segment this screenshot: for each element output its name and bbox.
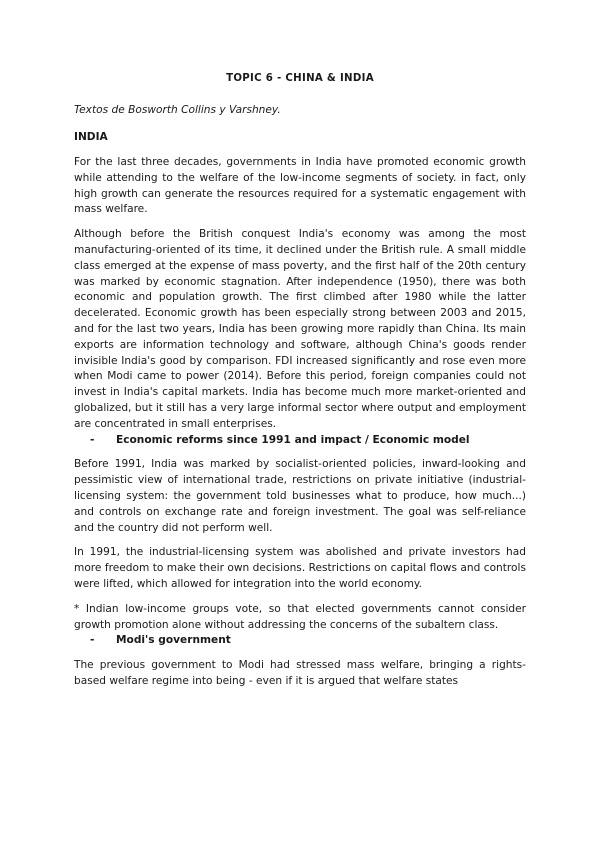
paragraph-previous-government: The previous government to Modi had stressed mass welfare, bringing a rights-based welfare regime into being - even if it is argued that welfare states — [74, 659, 526, 687]
paragraph-1991-reforms: In 1991, the industrial-licensing system was abolished and private investors had more freedom to make their own decisions. Restrictions on capital flows and controls were lifted, which allowed for integration into the world economy. — [74, 546, 526, 590]
bullet-modi-government — [74, 633, 526, 649]
document-subtitle: Textos de Bosworth Collins y Varshney. — [74, 104, 281, 116]
paragraph-low-income-note: * Indian low-income groups vote, so that elected governments cannot consider growth promotion alone without addressing the concerns of the subaltern class. — [74, 602, 526, 631]
document-title: TOPIC 6 - CHINA & INDIA — [226, 73, 374, 84]
section-heading-india: INDIA — [74, 131, 108, 143]
bullet-dash: - — [90, 433, 95, 446]
bullet-label: Modi's government — [116, 634, 231, 647]
bullet-dash: - — [90, 634, 95, 647]
bullet-label: Economic reforms since 1991 and impact / Economic model — [116, 433, 470, 446]
paragraph-intro: For the last three decades, governments in India have promoted economic growth while attending to the welfare of the low-income segments of society. in fact, only high growth can generate the resources required for a systematic engagement with mass welfare. — [74, 156, 526, 216]
bullet-economic-reforms — [74, 433, 526, 449]
paragraph-before-1991: Before 1991, India was marked by socialist-oriented policies, inward-looking and pessimistic view of international trade, restrictions on private initiative (industrial-licensing system: the government told businesses what to produce, how much...) and controls on exchange rate and foreign investment. The goal was self-reliance and the country did not perform well. — [74, 458, 526, 534]
paragraph-history: Although before the British conquest India's economy was among the most manufacturing-oriented of its time, it declined under the British rule. A small middle class emerged at the expense of mass poverty, and the first half of the 20th century was marked by economic stagnation. After independence (1950), there was both economic and population growth. The first climbed after 1980 while the latter decelerated. Economic growth has been especially strong between 2003 and 2015, and for the last two years, India has been growing more rapidly than China. Its main exports are information technology and software, although China's goods render invisible India's good by comparison. FDI increased significantly and rose even more when Modi came to power (2014). Before this period, foreign companies could not invest in India's capital markets. India has become much more market-oriented and globalized, but it still has a very large informal sector where output and employment are concentrated in small enterprises. — [74, 228, 526, 430]
